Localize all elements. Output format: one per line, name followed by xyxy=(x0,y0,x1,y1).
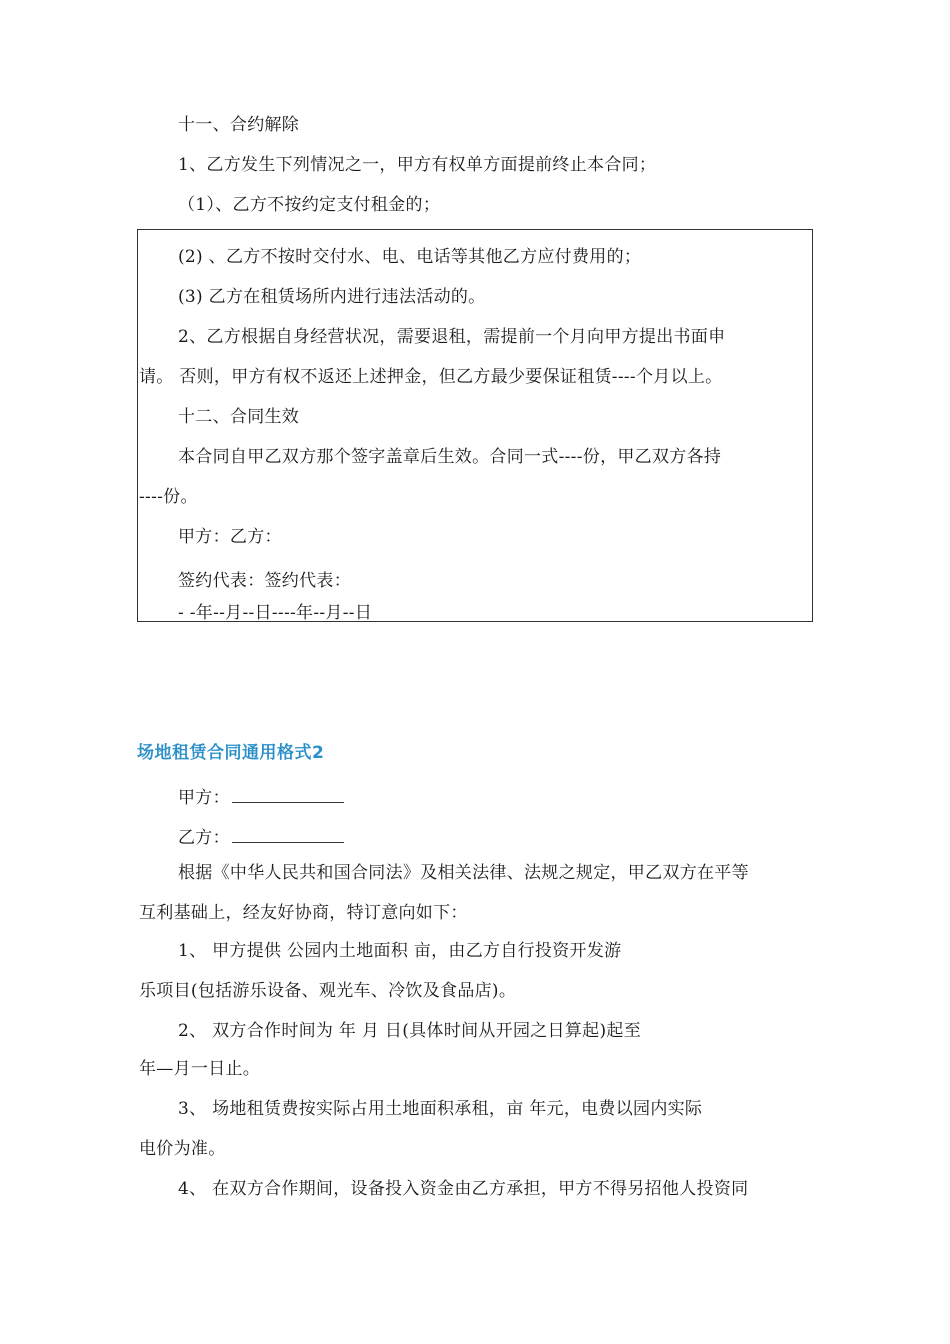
term-2-line-2: 年—月一日止。 xyxy=(139,1059,261,1079)
party-b-blank xyxy=(232,826,344,843)
term-3-line-1: 3、 场地租赁费按实际占用土地面积承租，亩 年元，电费以园内实际 xyxy=(178,1099,703,1119)
signature-dates: - -年--月--日----年--月--日 xyxy=(178,603,373,623)
party-b-line xyxy=(178,826,344,849)
clause-12-text-line-2: ----份。 xyxy=(139,487,198,507)
term-1-line-2: 乐项目(包括游乐设备、观光车、冷饮及食品店)。 xyxy=(139,981,517,1001)
party-a-line xyxy=(178,786,344,809)
signature-representatives: 签约代表：签约代表： xyxy=(178,571,351,591)
preamble-line-2: 互利基础上，经友好协商，特订意向如下： xyxy=(139,903,468,923)
clause-12-text-line-1: 本合同自甲乙双方那个签字盖章后生效。合同一式----份，甲乙双方各持 xyxy=(178,447,722,467)
party-a-label: 甲方： xyxy=(178,788,230,808)
clause-11-subitem-1: （1）、乙方不按约定支付租金的； xyxy=(178,195,441,215)
clause-11-item-2-line-2: 请。 否则，甲方有权不返还上述押金，但乙方最少要保证租赁----个月以上。 xyxy=(139,367,723,387)
party-a-blank xyxy=(232,786,344,803)
clause-11-item-1: 1、乙方发生下列情况之一，甲方有权单方面提前终止本合同； xyxy=(178,155,657,175)
party-b-label: 乙方： xyxy=(178,828,230,848)
preamble-line-1: 根据《中华人民共和国合同法》及相关法律、法规之规定，甲乙双方在平等 xyxy=(178,863,749,883)
signature-parties: 甲方：乙方： xyxy=(178,527,282,547)
term-4-line-1: 4、 在双方合作期间，设备投入资金由乙方承担，甲方不得另招他人投资同 xyxy=(178,1179,749,1199)
section-2-title: 场地租赁合同通用格式2 xyxy=(137,743,325,763)
clause-11-item-2-line-1: 2、乙方根据自身经营状况，需要退租，需提前一个月向甲方提出书面申 xyxy=(178,327,726,347)
term-1-line-1: 1、 甲方提供 公园内土地面积 亩，由乙方自行投资开发游 xyxy=(178,941,622,961)
clause-11-subitem-3: (3) 乙方在租赁场所内进行违法活动的。 xyxy=(178,287,486,307)
term-2-line-1: 2、 双方合作时间为 年 月 日(具体时间从开园之日算起)起至 xyxy=(178,1021,641,1041)
clause-11-subitem-2: (2) 、乙方不按时交付水、电、电话等其他乙方应付费用的； xyxy=(178,247,642,267)
term-3-line-2: 电价为准。 xyxy=(139,1139,226,1159)
clause-12-heading: 十二、合同生效 xyxy=(178,407,300,427)
clause-11-heading: 十一、合约解除 xyxy=(178,115,300,135)
